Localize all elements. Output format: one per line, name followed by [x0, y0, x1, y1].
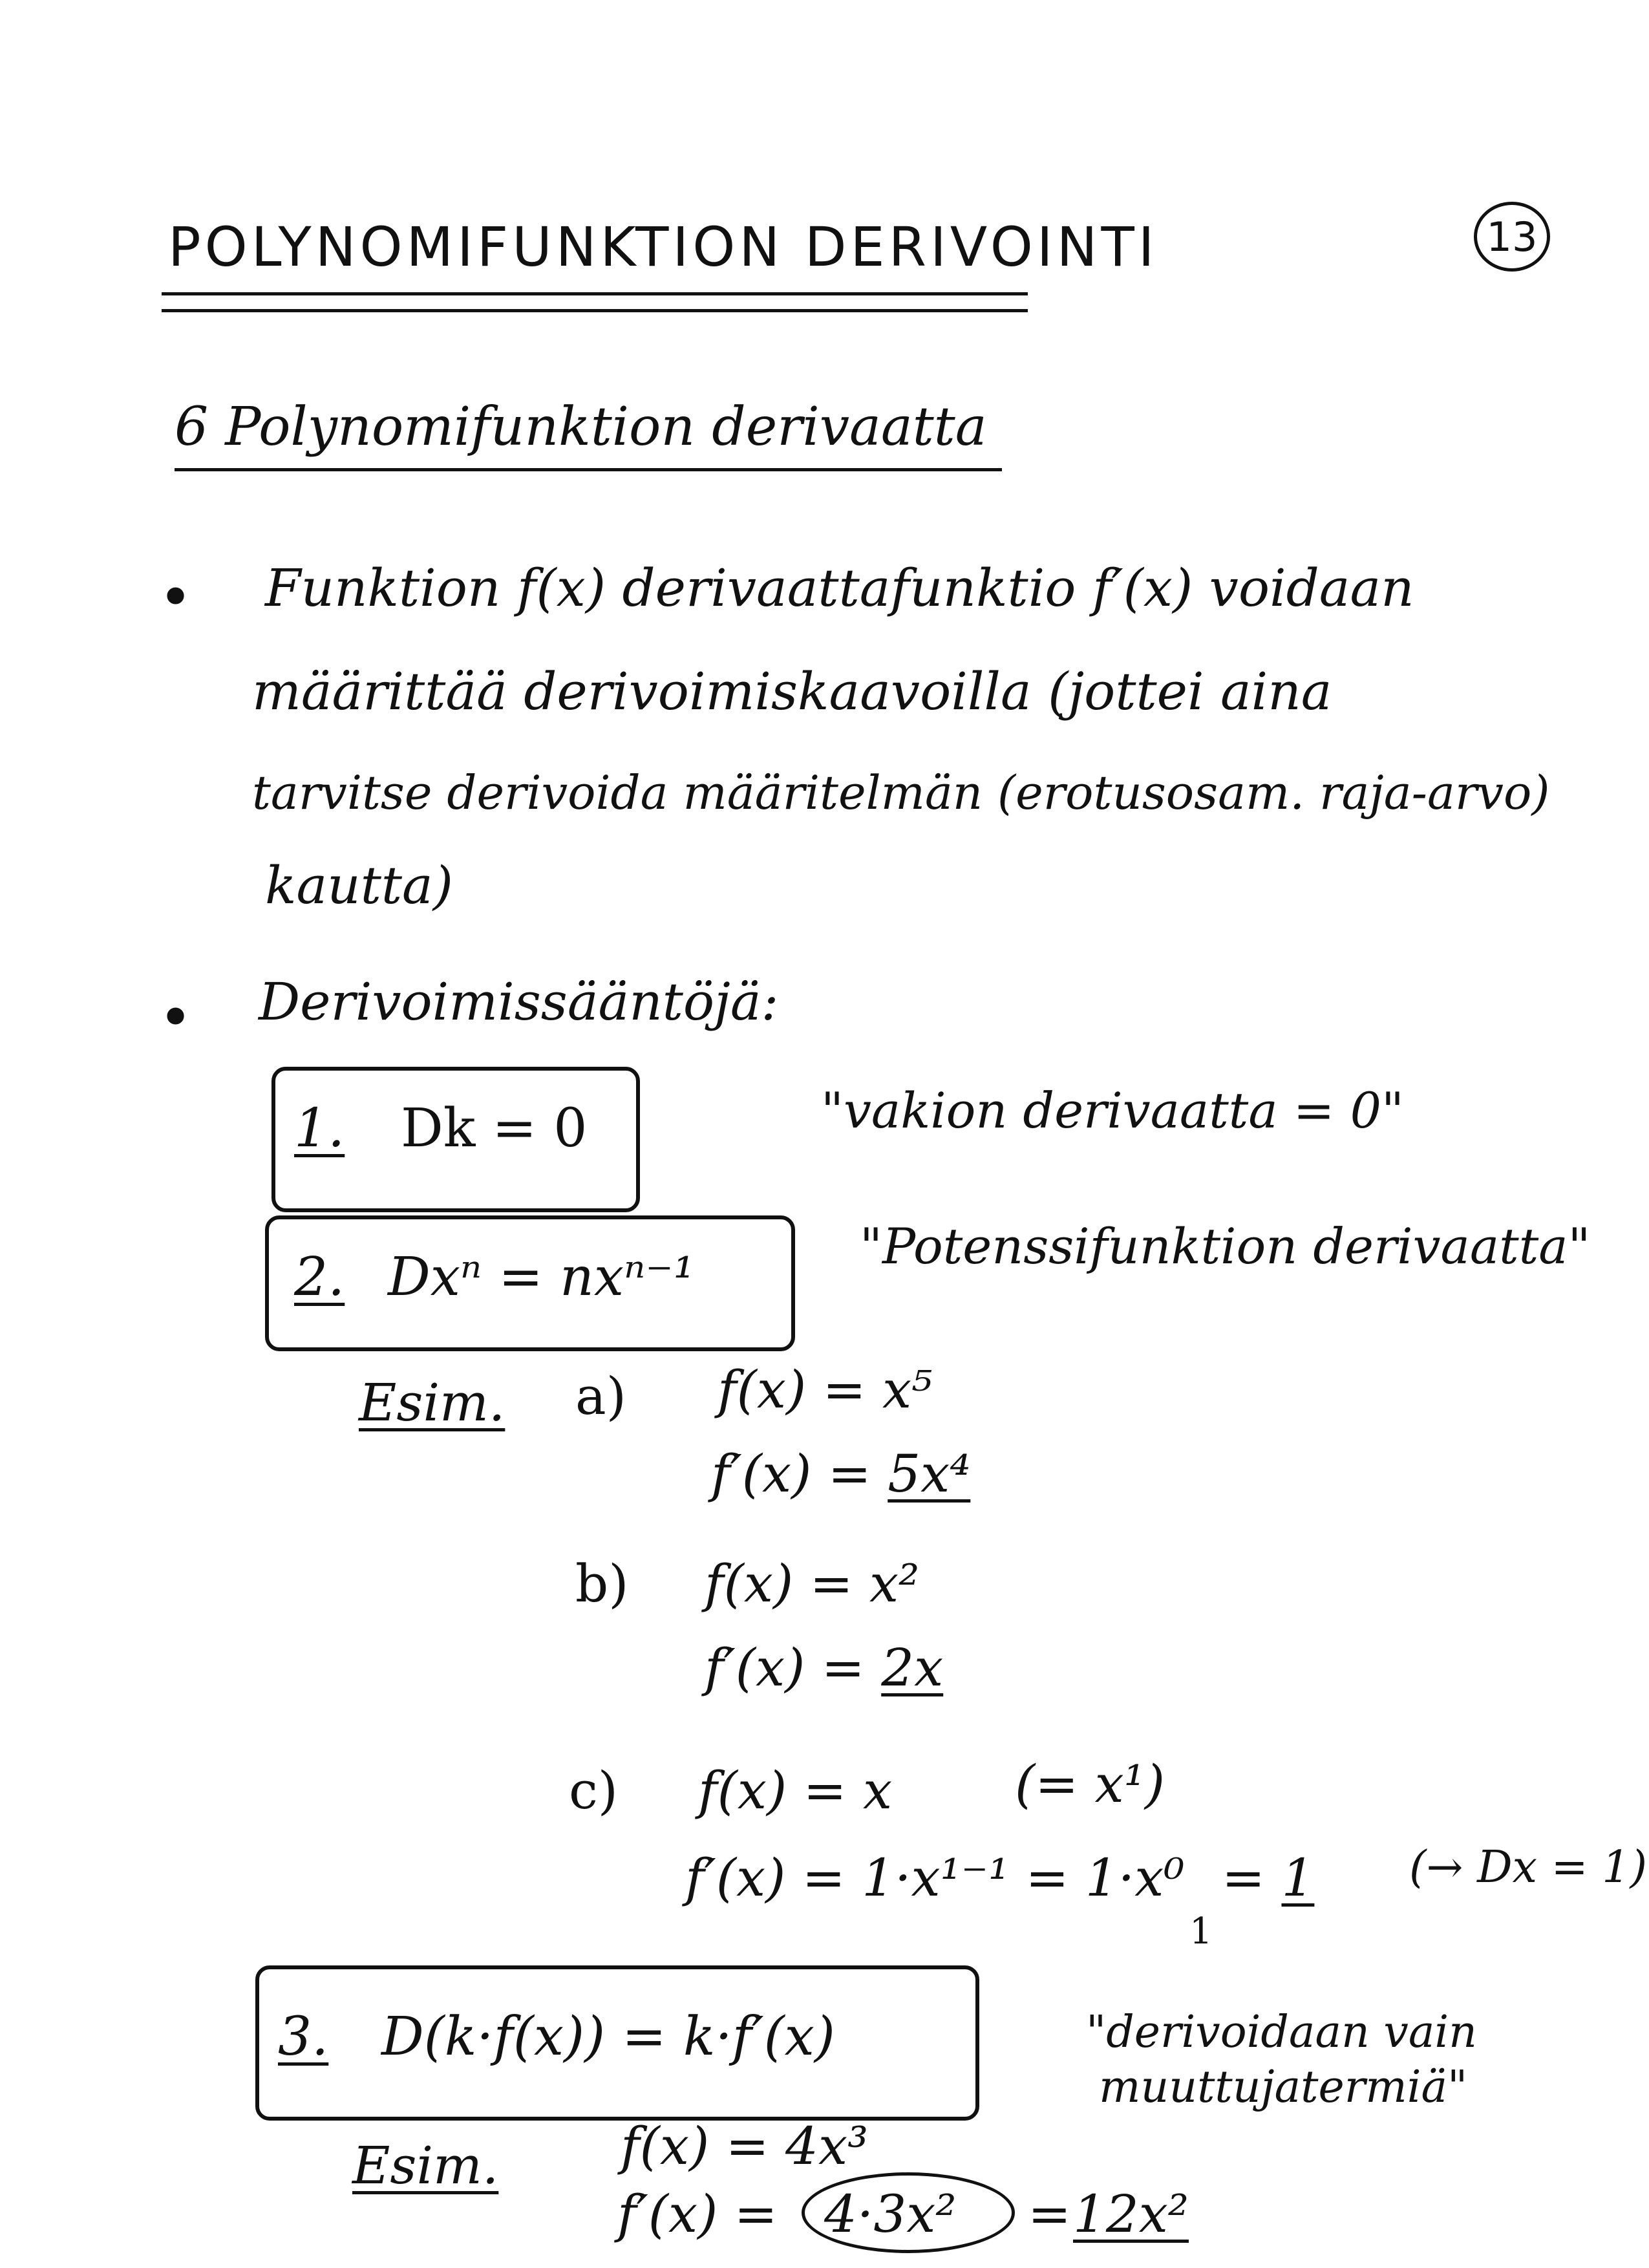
page-number: 13 [1486, 213, 1538, 261]
title-underline-1 [162, 292, 1028, 295]
example-1-label: Esim. [359, 1373, 505, 1433]
rule-1-note: "vakion derivaatta = 0" [821, 1082, 1404, 1139]
example-a-answer: 5x⁴ [888, 1444, 971, 1504]
rule-1-number: 1. [294, 1098, 345, 1159]
example-b-tag: b) [575, 1554, 629, 1614]
section-heading: 6 Polynomifunktion derivaatta [175, 396, 987, 458]
bullet-dot-1: • [158, 564, 193, 632]
rule-1-formula: Dk = 0 [401, 1098, 588, 1159]
example-a-line1: f(x) = x⁵ [718, 1360, 933, 1420]
example-c-line1-note: (= x¹) [1015, 1754, 1165, 1814]
bullet1-line4: kautta) [265, 855, 453, 915]
rule-3-note-line1: "derivoidaan vain [1086, 2007, 1477, 2058]
example-b-line1: f(x) = x² [705, 1554, 920, 1614]
page-title: POLYNOMIFUNKTION DERIVOINTI [168, 215, 1158, 279]
section-heading-underline [175, 468, 1002, 471]
rule-2-formula: Dxⁿ = nxⁿ⁻¹ [388, 1246, 695, 1308]
example-2-circled: 4·3x² [824, 2184, 957, 2244]
example-2-line1: f(x) = 4x³ [621, 2116, 869, 2176]
rule-3-formula: D(k·f(x)) = k·f′(x) [381, 2006, 835, 2068]
title-underline-2 [162, 309, 1028, 312]
example-a-tag: a) [575, 1366, 626, 1426]
bullet1-line3: tarvitse derivoida määritelmän (erotusosam. raja-arvo) [252, 765, 1550, 820]
example-2-equals: = [1028, 2184, 1072, 2244]
example-b-line2: f′(x) = 2x [705, 1638, 944, 1698]
rules-heading: Derivoimissääntöjä: [259, 972, 779, 1032]
example-c-answer: = 1 [1222, 1848, 1315, 1908]
rule-2-number: 2. [294, 1246, 345, 1308]
bullet-dot-2: • [158, 984, 193, 1052]
rule-3-number: 3. [278, 2006, 329, 2068]
example-c-line2-note: (→ Dx = 1) [1409, 1842, 1647, 1893]
example-c-under-note: 1 [1189, 1910, 1213, 1952]
example-b-answer: 2x [881, 1638, 944, 1698]
page-number-circle [1474, 202, 1550, 272]
example-c-line1: f(x) = x [698, 1760, 893, 1821]
example-2-answer: 12x² [1073, 2184, 1189, 2244]
bullet1-line2: määrittää derivoimiskaavoilla (jottei aina [252, 661, 1332, 722]
example-2-label: Esim. [352, 2135, 499, 2196]
example-c-line2: f′(x) = 1·x¹⁻¹ = 1·x⁰ [685, 1848, 1185, 1908]
rule-3-note-line2: muuttujatermiä" [1099, 2062, 1468, 2113]
example-a-line2: f′(x) = 5x⁴ [711, 1444, 971, 1504]
bullet1-line1: Funktion f(x) derivaattafunktio f′(x) voidaan [265, 558, 1414, 618]
rule-2-note: "Potenssifunktion derivaatta" [860, 1217, 1591, 1275]
example-2-line2-lhs: f′(x) = [617, 2184, 778, 2244]
example-c-tag: c) [569, 1760, 619, 1821]
